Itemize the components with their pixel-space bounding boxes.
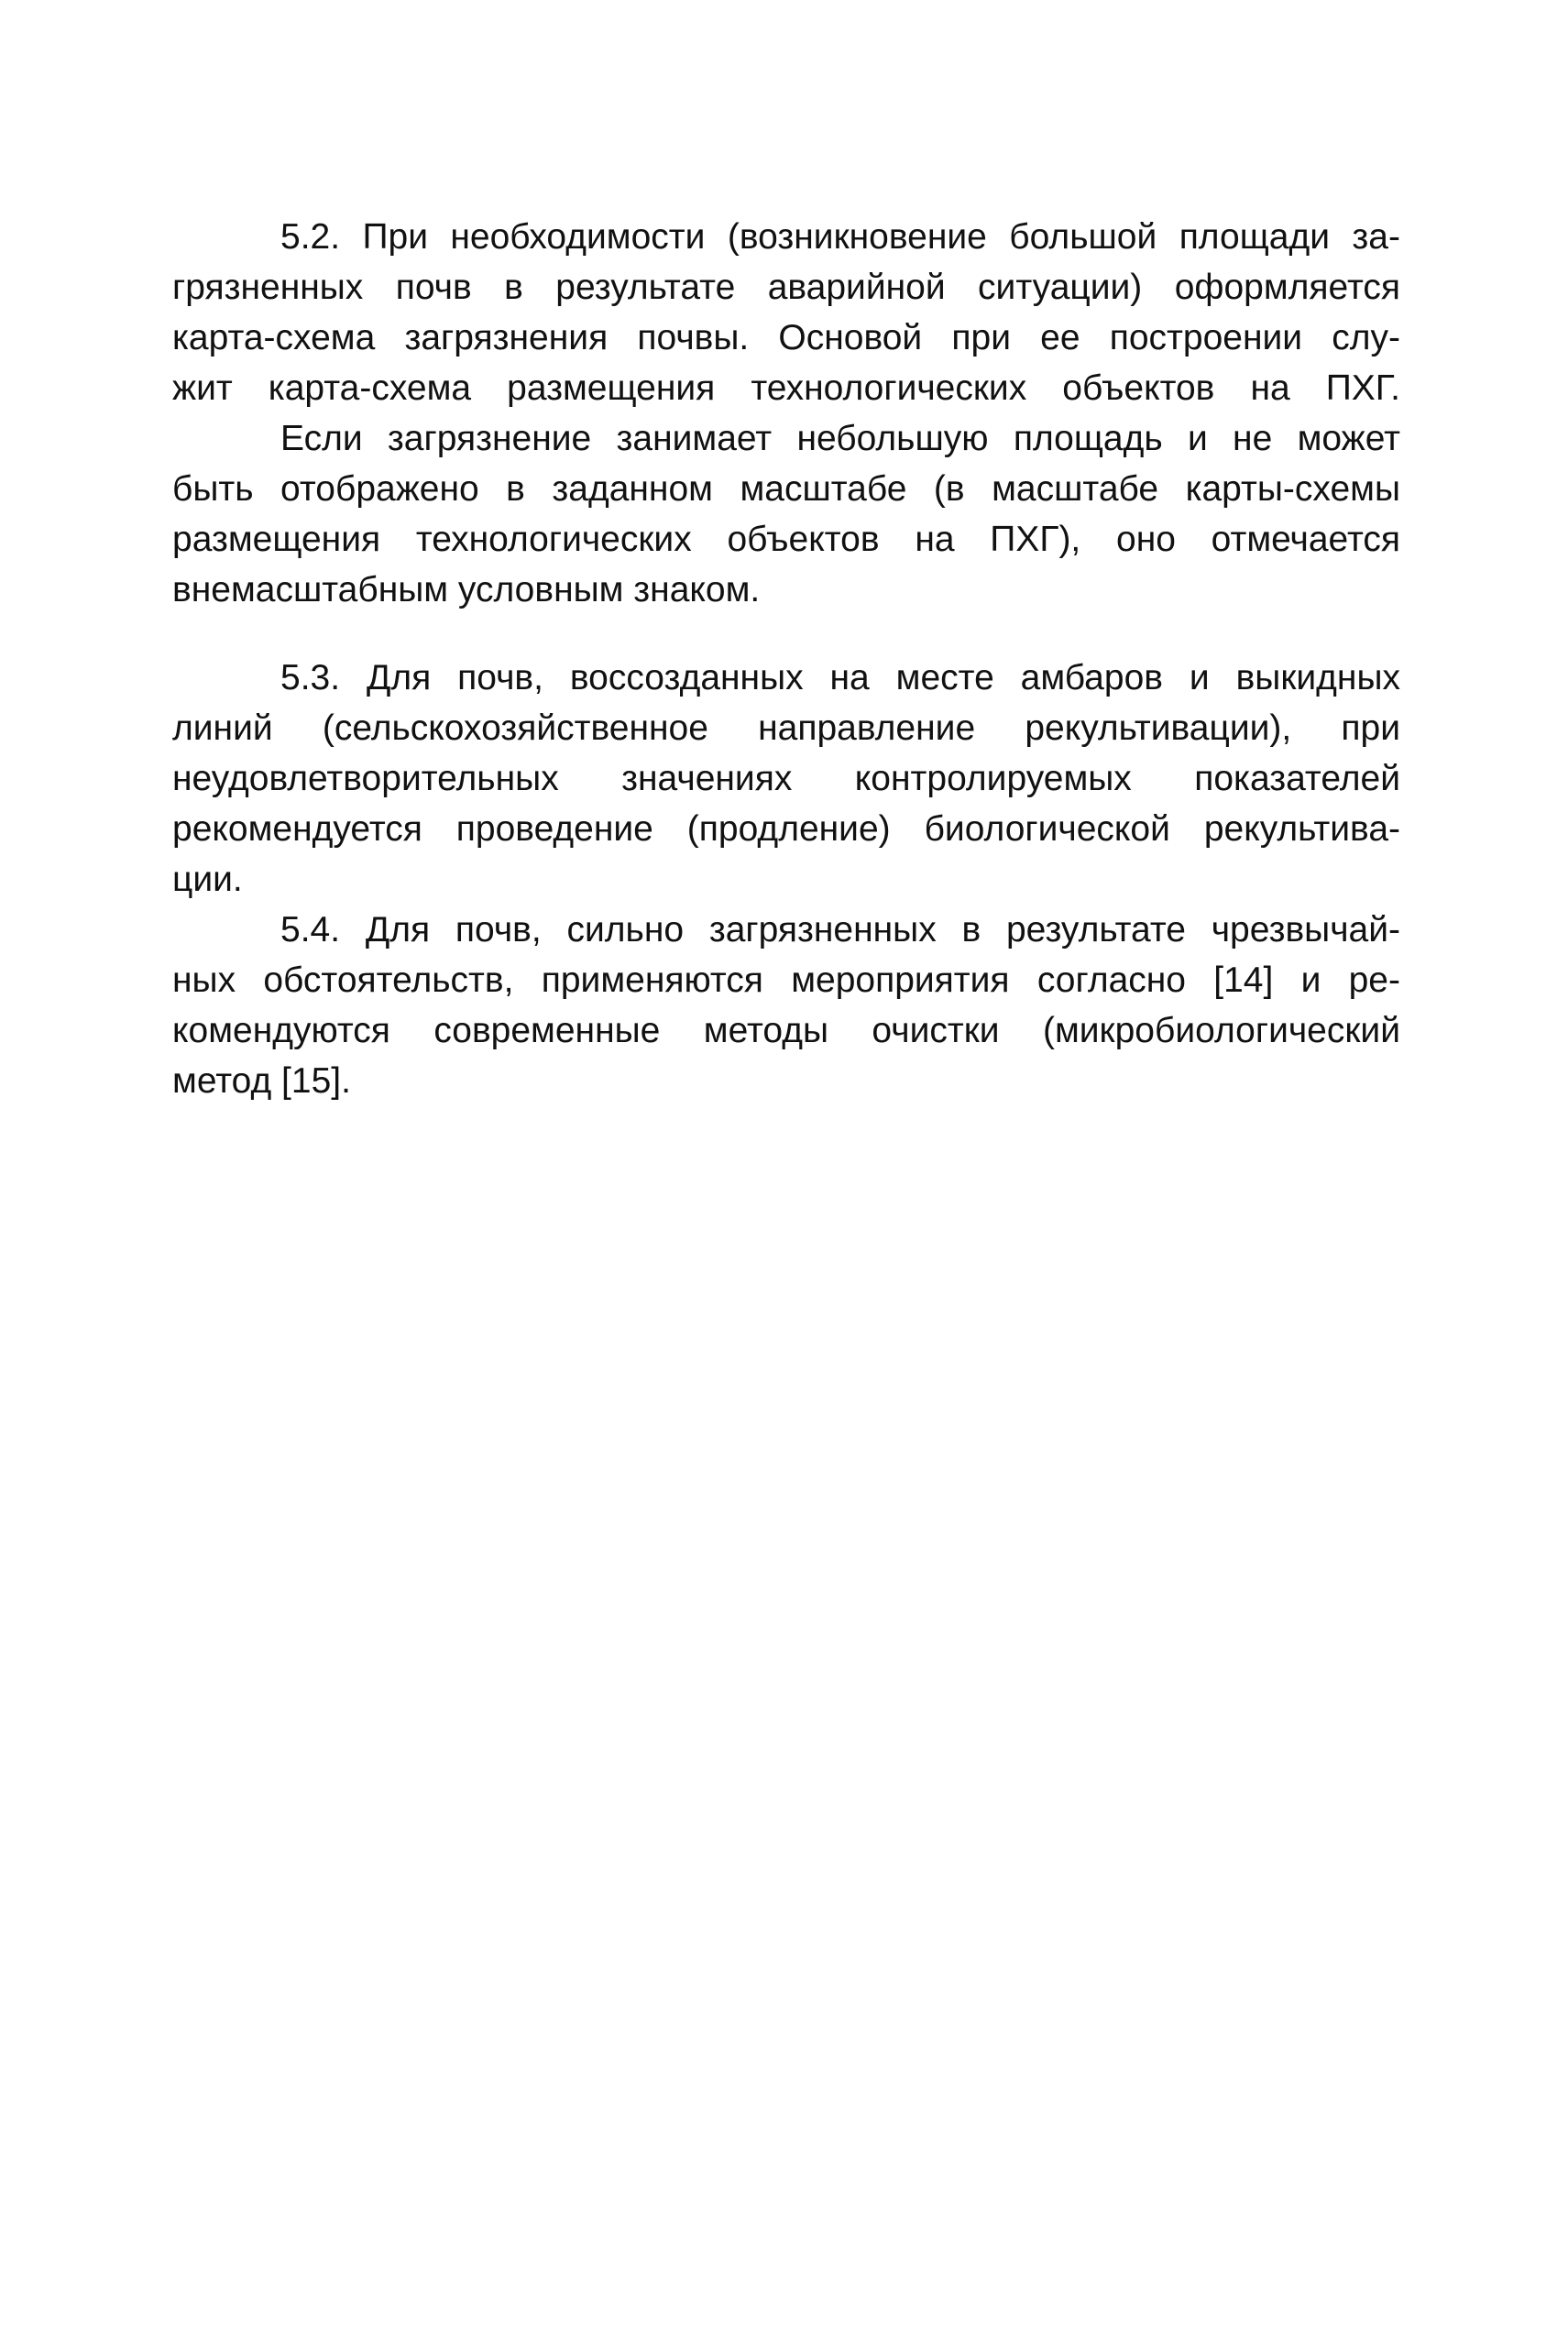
text-line: Если загрязнение занимает небольшую площадь и не может — [280, 419, 1400, 458]
paragraph-5-4 — [172, 905, 1400, 1106]
text-line: ных обстоятельств, применяются мероприятия согласно [14] и ре- — [172, 960, 1400, 1000]
text-line: 5.4. Для почв, сильно загрязненных в результате чрезвычай- — [280, 910, 1400, 949]
text-line: карта-схема загрязнения почвы. Основой при ее построении слу- — [172, 318, 1400, 357]
text-line: комендуются современные методы очистки (микробиологический — [172, 1011, 1400, 1050]
paragraph-5-3 — [172, 653, 1400, 905]
text-line: 5.3. Для почв, воссозданных на месте амбаров и выкидных — [280, 658, 1400, 697]
text-line: линий (сельскохозяйственное направление рекультивации), при — [172, 708, 1400, 748]
paragraph-5-2 — [172, 212, 1400, 413]
text-line: грязненных почв в результате аварийной ситуации) оформляется — [172, 268, 1400, 307]
text-line: рекомендуется проведение (продление) биологической рекультива- — [172, 809, 1400, 849]
text-line: размещения технологических объектов на ПХГ), оно отмечается — [172, 520, 1400, 559]
text-line: жит карта-схема размещения технологических объектов на ПХГ. — [172, 368, 1400, 408]
text-line: неудовлетворительных значениях контролируемых показателей — [172, 759, 1400, 798]
text-line: метод [15]. — [172, 1061, 351, 1101]
paragraph-5-2-continued — [172, 413, 1400, 615]
text-line: 5.2. При необходимости (возникновение большой площади за- — [280, 217, 1400, 257]
text-line: внемасштабным условным знаком. — [172, 570, 761, 609]
text-line: быть отображено в заданном масштабе (в масштабе карты-схемы — [172, 469, 1400, 509]
text-line: ции. — [172, 860, 243, 899]
